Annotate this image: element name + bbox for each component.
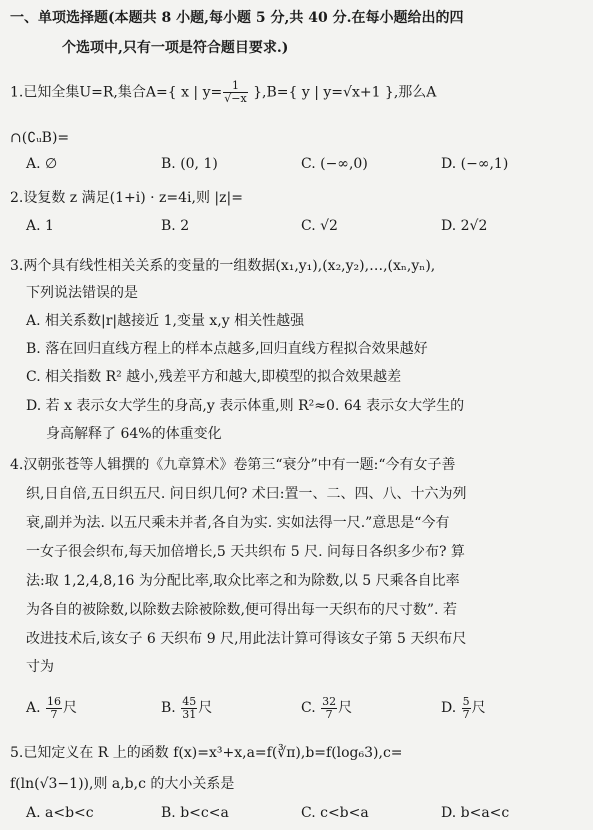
- q1-text-c: ∩(∁ᵤB)=: [10, 130, 70, 146]
- q4-line-7: 改进技术后,该女子 6 天织布 9 尺,用此法计算可得该女子第 5 天织布尺: [26, 631, 467, 647]
- q1-fraction-den: √−x: [224, 92, 247, 105]
- question-2-options: [26, 214, 585, 238]
- q1-fraction-num: 1: [223, 80, 247, 93]
- q4-option-b-letter: B.: [161, 700, 176, 716]
- q4-option-d[interactable]: [441, 692, 486, 724]
- q4-option-d-letter: D.: [441, 700, 457, 716]
- q3-option-d-cont: 身高解释了 64%的体重变化: [46, 426, 222, 442]
- q4-option-a-frac: [46, 696, 62, 721]
- q4-option-a-unit: 尺: [63, 700, 78, 716]
- question-2-stem: 2.设复数 z 满足(1+i) · z=4i,则 |z|=: [10, 190, 243, 206]
- q5-option-a[interactable]: A. a<b<c: [26, 805, 94, 821]
- q3-option-a[interactable]: A. 相关系数|r|越接近 1,变量 x,y 相关性越强: [26, 313, 305, 329]
- question-5-options: [26, 801, 585, 825]
- q4-option-c-frac: [321, 696, 337, 721]
- q3-option-c[interactable]: C. 相关指数 R² 越小,残差平方和越大,即模型的拟合效果越差: [26, 369, 402, 385]
- section-header-line-1: 一、单项选择题(本题共 8 小题,每小题 5 分,共 40 分.在每小题给出的四: [10, 10, 464, 26]
- q2-option-a[interactable]: A. 1: [26, 218, 54, 234]
- q4-line-4: 一女子很会织布,每天加倍增长,5 天共织布 5 尺. 问每日各织多少布? 算: [26, 544, 465, 560]
- q3-option-d[interactable]: D. 若 x 表示女大学生的身高,y 表示体重,则 R²≈0. 64 表示女大学生的: [26, 398, 465, 414]
- q4-option-a[interactable]: [26, 692, 77, 724]
- question-4-stem: 4.汉朝张苍等人辑撰的《九章算术》卷第三“衰分”中有一题:“今有女子善: [10, 457, 456, 473]
- q5-option-b[interactable]: B. b<c<a: [161, 805, 229, 821]
- q4-option-c-num: 32: [322, 694, 337, 708]
- q1-text-a: 1.已知全集U=R,集合A={ x | y=: [10, 84, 223, 101]
- q2-option-c[interactable]: C. √2: [301, 218, 338, 234]
- q4-line-8: 寸为: [26, 659, 54, 675]
- q4-option-b-num: 45: [182, 694, 197, 708]
- q4-line-3: 衰,副并为法. 以五尺乘未并者,各自为实. 实如法得一尺.”意思是“今有: [26, 515, 450, 531]
- question-5-stem: 5.已知定义在 R 上的函数 f(x)=x³+x,a=f(∛π),b=f(log₆3),c=: [10, 745, 403, 761]
- q2-option-b[interactable]: B. 2: [161, 218, 190, 234]
- q1-text-b: },B={ y | y=√x+1 },那么A: [248, 84, 437, 101]
- q4-line-2: 织,日自倍,五日织五尺. 问日织几何? 术曰:置一、二、四、八、十六为列: [26, 486, 467, 502]
- q4-option-b[interactable]: [161, 692, 212, 724]
- q4-option-d-den: 7: [462, 707, 470, 721]
- section-header-line-2: 个选项中,只有一项是符合题目要求.): [62, 40, 289, 56]
- q1-option-d[interactable]: D. (−∞,1): [441, 156, 509, 172]
- q5-option-c[interactable]: C. c<b<a: [301, 805, 369, 821]
- q4-option-c-den: 7: [325, 707, 333, 721]
- q1-option-b[interactable]: B. (0, 1): [161, 156, 218, 172]
- q4-option-a-den: 7: [50, 707, 58, 721]
- q3-option-b[interactable]: B. 落在回归直线方程上的样本点越多,回归直线方程拟合效果越好: [26, 341, 428, 357]
- q4-option-a-letter: A.: [26, 700, 41, 716]
- q4-option-b-den: 31: [182, 707, 197, 721]
- q5-option-d[interactable]: D. b<a<c: [441, 805, 510, 821]
- q4-line-6: 为各自的被除数,以除数去除被除数,便可得出每一天织布的尺寸数”. 若: [26, 602, 457, 618]
- question-4-options: [26, 692, 585, 724]
- q2-option-d[interactable]: D. 2√2: [441, 218, 488, 234]
- q5-stem-cont: f(ln(√3−1)),则 a,b,c 的大小关系是: [10, 776, 235, 792]
- q4-option-c-letter: C.: [301, 700, 316, 716]
- question-1-stem: [10, 80, 585, 105]
- q4-option-d-num: 5: [462, 694, 470, 708]
- q4-option-c[interactable]: [301, 692, 352, 724]
- q4-option-b-unit: 尺: [198, 700, 213, 716]
- q3-stem-cont: 下列说法错误的是: [26, 285, 138, 301]
- q1-option-a[interactable]: A. ∅: [26, 156, 58, 172]
- q4-option-c-unit: 尺: [338, 700, 353, 716]
- question-3-stem: 3.两个具有线性相关关系的变量的一组数据(x₁,y₁),(x₂,y₂),…,(xₙ,yₙ),: [10, 258, 436, 274]
- q4-option-d-frac: [462, 696, 471, 721]
- q4-line-5: 法:取 1,2,4,8,16 为分配比率,取众比率之和为除数,以 5 尺乘各自比率: [26, 573, 460, 589]
- q1-fraction: [223, 80, 247, 105]
- question-1-options: [26, 152, 585, 176]
- q4-option-a-num: 16: [47, 694, 62, 708]
- q4-option-b-frac: [181, 696, 197, 721]
- q1-option-c[interactable]: C. (−∞,0): [301, 156, 368, 172]
- q4-option-d-unit: 尺: [471, 700, 486, 716]
